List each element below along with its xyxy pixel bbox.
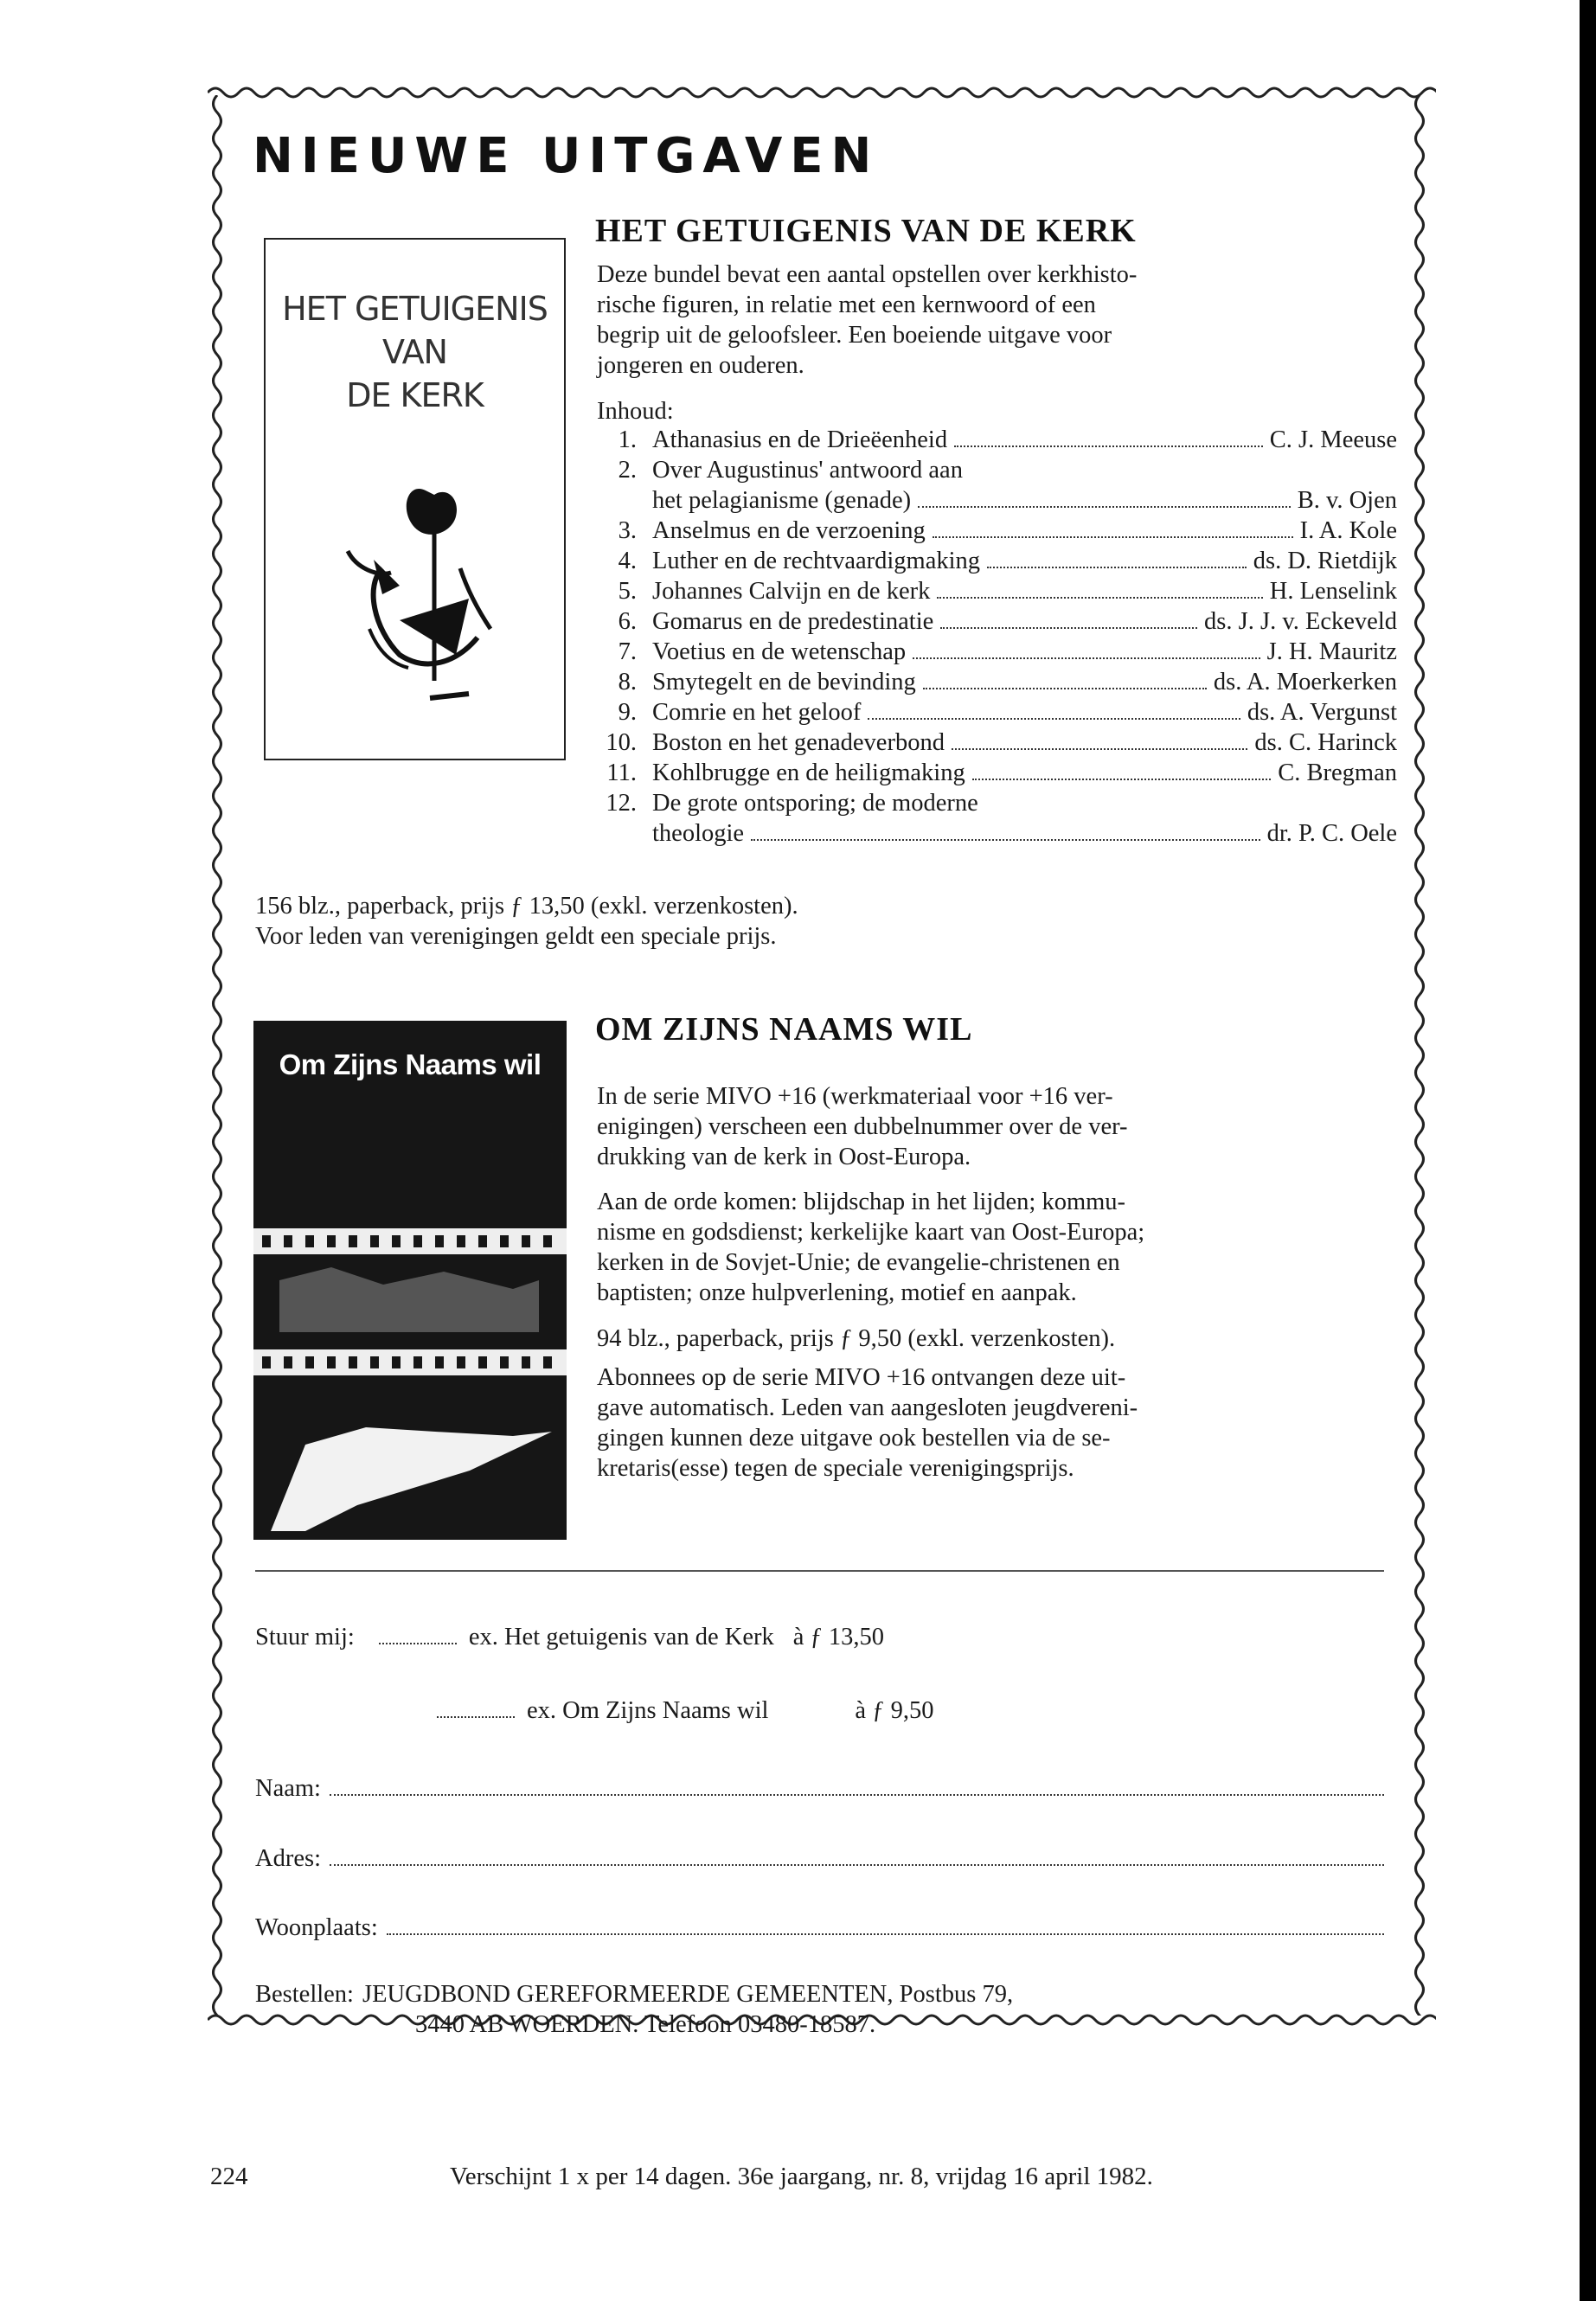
topics-line: nisme en godsdienst; kerkelijke kaart van Oost-Europa; (597, 1219, 1145, 1246)
book1-cover-title-line: VAN (382, 333, 447, 371)
toc-row (597, 487, 1397, 517)
toc-row (597, 426, 1397, 457)
city-label: Woonplaats: (255, 1914, 378, 1941)
order-price-2: à ƒ 9,50 (855, 1697, 934, 1724)
quantity-field-1[interactable] (379, 1643, 457, 1644)
page-number: 224 (210, 2163, 248, 2190)
toc-leader (952, 748, 1247, 750)
toc-row (597, 699, 1397, 729)
toc-title: Voetius en de wetenschap (652, 638, 907, 665)
toc-heading: Inhoud: (597, 398, 674, 425)
toc-row (597, 608, 1397, 638)
toc-author: B. v. Ojen (1297, 487, 1397, 514)
name-label: Naam: (255, 1775, 321, 1802)
toc-row (597, 790, 1397, 820)
book1-description (597, 260, 1401, 381)
order-address-2: 3440 AB WOERDEN. Telefoon 03480-18587. (415, 2011, 876, 2038)
toc-leader (972, 779, 1272, 780)
order-address-line-1 (255, 1981, 1013, 2009)
toc-title: het pelagianisme (genade) (652, 487, 912, 514)
intro-line: In de serie MIVO +16 (werkmateriaal voor +16 ver- (597, 1083, 1113, 1110)
table-of-contents (597, 426, 1397, 850)
toc-title: Boston en het genadeverbond (652, 729, 945, 756)
intro-line: enigingen) verscheen een dubbelnummer over de ver- (597, 1113, 1128, 1140)
order-item-1: ex. Het getuigenis van de Kerk (468, 1624, 774, 1650)
toc-title: Athanasius en de Drieëenheid (652, 426, 948, 453)
toc-title: Luther en de rechtvaardigmaking (652, 548, 981, 574)
toc-author: H. Lenselink (1269, 578, 1397, 605)
toc-num: 6. (618, 608, 637, 635)
subscriber-line: gave automatisch. Leden van aangesloten jeugdvereni- (597, 1394, 1138, 1421)
toc-num: 1. (618, 426, 637, 453)
topics-line: kerken in de Sovjet-Unie; de evangelie-christenen en (597, 1249, 1120, 1276)
top-wavy-border (208, 80, 1436, 106)
intro-line: drukking van de kerk in Oost-Europa. (597, 1144, 971, 1170)
book2-intro (597, 1081, 1401, 1172)
toc-author: ds. C. Harinck (1254, 729, 1397, 756)
toc-row (597, 457, 1397, 487)
topics-line: Aan de orde komen: blijdschap in het lijden; kommu- (597, 1189, 1126, 1215)
book2-topics (597, 1187, 1401, 1308)
book1-cover-title-line: HET GETUIGENIS (282, 290, 548, 328)
toc-author: I. A. Kole (1299, 517, 1397, 544)
toc-title: theologie (652, 820, 745, 847)
toc-leader (923, 688, 1207, 689)
toc-leader (751, 839, 1260, 841)
toc-leader (913, 657, 1260, 659)
toc-title: Over Augustinus' antwoord aan (652, 457, 963, 484)
order-line-1 (255, 1624, 884, 1651)
toc-row (597, 517, 1397, 548)
toc-author: J. H. Mauritz (1266, 638, 1397, 665)
toc-leader (954, 445, 1263, 447)
quantity-field-2[interactable] (437, 1716, 515, 1718)
address-label: Adres: (255, 1845, 321, 1872)
toc-leader (918, 506, 1291, 508)
toc-leader (868, 718, 1240, 720)
toc-num: 12. (606, 790, 637, 817)
left-wavy-border (206, 95, 228, 2016)
scan-edge-bar (1580, 0, 1596, 2301)
book1-cover (264, 238, 566, 760)
toc-author: dr. P. C. Oele (1266, 820, 1397, 847)
book2-title: OM ZIJNS NAAMS WIL (595, 1011, 973, 1048)
topics-line: baptisten; onze hulpverlening, motief en aanpak. (597, 1279, 1077, 1306)
book2-cover (253, 1021, 567, 1540)
toc-leader (937, 597, 1262, 599)
toc-title: Kohlbrugge en de heiligmaking (652, 760, 965, 786)
form-separator (255, 1570, 1384, 1572)
send-label: Stuur mij: (255, 1624, 355, 1650)
toc-leader (987, 567, 1247, 568)
book1-cover-title-line: DE KERK (346, 376, 484, 414)
book2-subscribers (597, 1362, 1401, 1484)
toc-row (597, 820, 1397, 850)
order-line-2 (437, 1697, 933, 1725)
city-line (255, 1914, 1384, 1942)
subscriber-line: gingen kunnen deze uitgave ook bestellen via de se- (597, 1425, 1111, 1452)
order-address-1: JEUGDBOND GEREFORMEERDE GEMEENTEN, Postbus 79, (362, 1981, 1014, 2008)
toc-num: 3. (618, 517, 637, 544)
name-field[interactable] (330, 1794, 1384, 1796)
description-line: jongeren en ouderen. (597, 352, 804, 379)
address-line (255, 1845, 1384, 1873)
toc-title: Comrie en het geloof (652, 699, 862, 726)
order-item-2: ex. Om Zijns Naams wil (527, 1697, 769, 1724)
page-title: NIEUWE UITGAVEN (253, 128, 880, 184)
description-line: rische figuren, in relatie met een kernwoord of een (597, 292, 1096, 318)
description-line: Deze bundel bevat een aantal opstellen over kerkhisto- (597, 261, 1138, 288)
city-field[interactable] (387, 1933, 1384, 1935)
toc-row (597, 729, 1397, 760)
book2-price: 94 blz., paperback, prijs ƒ 9,50 (exkl. verzenkosten). (597, 1325, 1116, 1352)
toc-row (597, 638, 1397, 669)
toc-num: 9. (618, 699, 637, 726)
toc-num: 4. (618, 548, 637, 574)
toc-title: Johannes Calvijn en de kerk (652, 578, 931, 605)
name-line (255, 1775, 1384, 1803)
toc-author: ds. A. Vergunst (1247, 699, 1397, 726)
toc-author: ds. A. Moerkerken (1213, 669, 1397, 695)
address-field[interactable] (330, 1864, 1384, 1866)
toc-leader (933, 536, 1293, 538)
book1-cover-title (266, 287, 564, 417)
toc-num: 8. (618, 669, 637, 695)
toc-title: Smytegelt en de bevinding (652, 669, 916, 695)
toc-row (597, 669, 1397, 699)
toc-title: Anselmus en de verzoening (652, 517, 926, 544)
toc-author: ds. J. J. v. Eckeveld (1204, 608, 1397, 635)
book1-member-note: Voor leden van verenigingen geldt een speciale prijs. (255, 923, 777, 950)
book1-price: 156 blz., paperback, prijs ƒ 13,50 (exkl. verzenkosten). (255, 893, 798, 920)
toc-row (597, 760, 1397, 790)
issue-line: Verschijnt 1 x per 14 dagen. 36e jaargang, nr. 8, vrijdag 16 april 1982. (450, 2163, 1153, 2190)
toc-num: 7. (618, 638, 637, 665)
toc-title: De grote ontsporing; de moderne (652, 790, 978, 817)
order-label: Bestellen: (255, 1981, 354, 2008)
toc-author: C. J. Meeuse (1269, 426, 1397, 453)
toc-author: C. Bregman (1278, 760, 1397, 786)
toc-author: ds. D. Rietdijk (1253, 548, 1397, 574)
toc-num: 2. (618, 457, 637, 484)
toc-num: 10. (606, 729, 637, 756)
toc-num: 11. (606, 760, 637, 786)
flower-illustration (296, 456, 538, 715)
order-price-1: à ƒ 13,50 (792, 1624, 885, 1650)
book2-cover-title: Om Zijns Naams wil (279, 1048, 542, 1080)
toc-title: Gomarus en de predestinatie (652, 608, 934, 635)
toc-row (597, 578, 1397, 608)
toc-leader (940, 627, 1197, 629)
right-wavy-border (1408, 95, 1431, 2016)
filmstrip-illustration (253, 1099, 567, 1540)
book1-title: HET GETUIGENIS VAN DE KERK (595, 213, 1137, 249)
subscriber-line: Abonnees op de serie MIVO +16 ontvangen deze uit- (597, 1364, 1126, 1391)
order-address-line-2 (415, 2011, 875, 2039)
toc-row (597, 548, 1397, 578)
description-line: begrip uit de geloofsleer. Een boeiende uitgave voor (597, 322, 1112, 349)
subscriber-line: kretaris(esse) tegen de speciale verenigingsprijs. (597, 1455, 1074, 1482)
toc-num: 5. (618, 578, 637, 605)
